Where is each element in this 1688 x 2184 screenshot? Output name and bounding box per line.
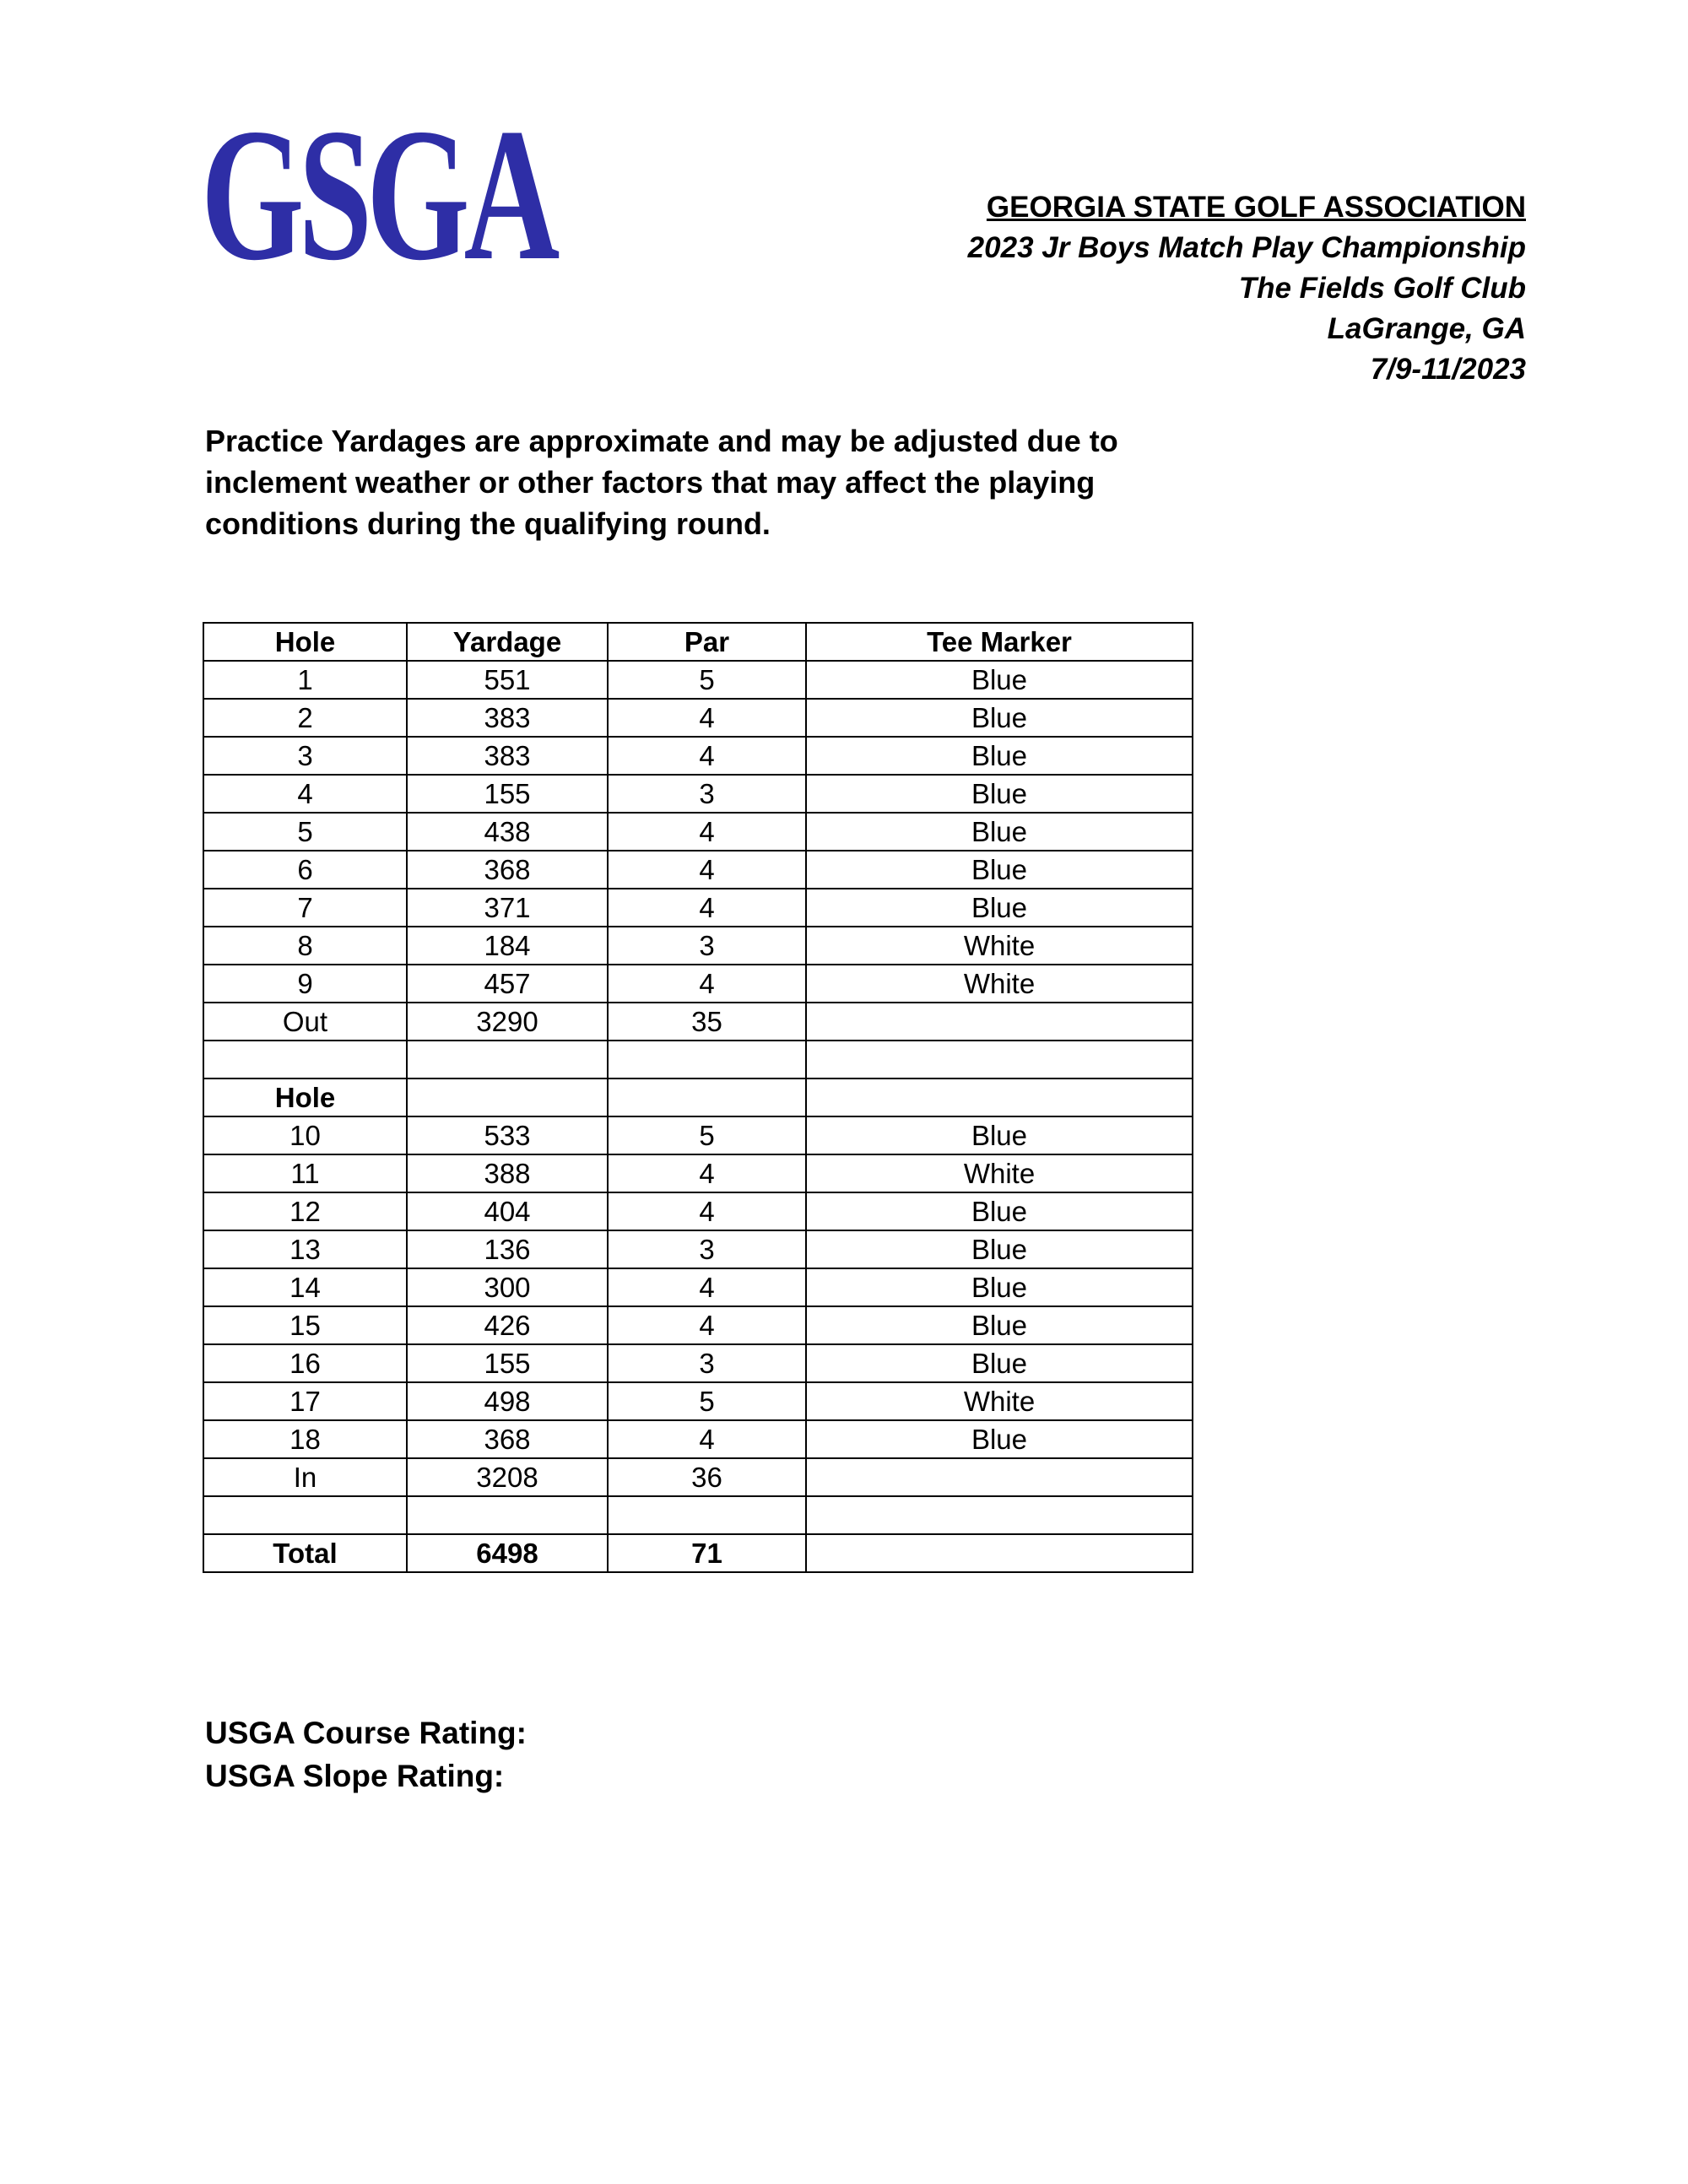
tee-marker-cell: Blue: [806, 1420, 1193, 1458]
table-row: [203, 661, 1193, 699]
tee-marker-cell: Blue: [806, 889, 1193, 927]
yardage-cell: 368: [407, 1420, 608, 1458]
par-cell: 3: [608, 775, 806, 813]
event-name: 2023 Jr Boys Match Play Championship: [967, 231, 1526, 264]
yardage-cell: 6498: [407, 1534, 608, 1572]
yardage-cell: 388: [407, 1154, 608, 1192]
par-cell: 4: [608, 1154, 806, 1192]
yardage-cell: 155: [407, 1344, 608, 1382]
yardage-cell: 457: [407, 965, 608, 1003]
hole-cell: 10: [203, 1116, 407, 1154]
tee-marker-cell: [806, 1458, 1193, 1496]
col-header-tee-marker: Tee Marker: [806, 623, 1193, 661]
par-cell: 4: [608, 1420, 806, 1458]
tee-marker-cell: Blue: [806, 661, 1193, 699]
tee-marker-cell: Blue: [806, 1192, 1193, 1230]
rating-footer: [205, 1711, 527, 1797]
col-header-hole: Hole: [203, 623, 407, 661]
tee-marker-cell: Blue: [806, 699, 1193, 737]
association-name: GEORGIA STATE GOLF ASSOCIATION: [986, 191, 1526, 224]
hole-cell: 6: [203, 851, 407, 889]
par-cell: 4: [608, 965, 806, 1003]
tee-marker-cell: Blue: [806, 1344, 1193, 1382]
hole-cell: 5: [203, 813, 407, 851]
yardage-cell: 533: [407, 1116, 608, 1154]
tee-marker-cell: [806, 1003, 1193, 1041]
par-cell: 4: [608, 889, 806, 927]
tee-marker-cell: Blue: [806, 851, 1193, 889]
table-row: [203, 965, 1193, 1003]
table-header-row: [203, 623, 1193, 661]
par-cell: 3: [608, 1344, 806, 1382]
course-rating-label: USGA Course Rating:: [205, 1716, 527, 1750]
hole-cell: 3: [203, 737, 407, 775]
yardage-cell: 3208: [407, 1458, 608, 1496]
yardage-cell: 404: [407, 1192, 608, 1230]
hole-cell: 16: [203, 1344, 407, 1382]
hole-cell: [203, 1496, 407, 1534]
hole-cell: 17: [203, 1382, 407, 1420]
tee-marker-cell: Blue: [806, 1306, 1193, 1344]
table-row: [203, 1116, 1193, 1154]
table-row: [203, 1078, 1193, 1116]
par-cell: 71: [608, 1534, 806, 1572]
hole-cell: Total: [203, 1534, 407, 1572]
hole-cell: 7: [203, 889, 407, 927]
par-cell: 5: [608, 661, 806, 699]
hole-cell: 13: [203, 1230, 407, 1268]
table-row: [203, 737, 1193, 775]
yardage-cell: 3290: [407, 1003, 608, 1041]
yardage-cell: 383: [407, 699, 608, 737]
par-cell: 3: [608, 927, 806, 965]
tee-marker-cell: Blue: [806, 1268, 1193, 1306]
yardage-cell: 498: [407, 1382, 608, 1420]
yardage-cell: 184: [407, 927, 608, 965]
table-row: [203, 1306, 1193, 1344]
venue-name: The Fields Golf Club: [1238, 272, 1526, 305]
yardage-cell: 551: [407, 661, 608, 699]
par-cell: 4: [608, 1306, 806, 1344]
par-cell: 4: [608, 699, 806, 737]
tee-marker-cell: Blue: [806, 1116, 1193, 1154]
tee-marker-cell: White: [806, 1382, 1193, 1420]
col-header-par: Par: [608, 623, 806, 661]
yardage-table-body: [203, 661, 1193, 1572]
hole-cell: Out: [203, 1003, 407, 1041]
par-cell: 35: [608, 1003, 806, 1041]
table-row: [203, 1154, 1193, 1192]
hole-cell: 8: [203, 927, 407, 965]
par-cell: 4: [608, 1268, 806, 1306]
yardage-cell: 136: [407, 1230, 608, 1268]
table-row: [203, 1534, 1193, 1572]
tee-marker-cell: Blue: [806, 775, 1193, 813]
tee-marker-cell: [806, 1041, 1193, 1078]
yardage-cell: [407, 1496, 608, 1534]
hole-cell: 14: [203, 1268, 407, 1306]
tee-marker-cell: White: [806, 1154, 1193, 1192]
table-row: [203, 1192, 1193, 1230]
table-row: [203, 775, 1193, 813]
table-row: [203, 1041, 1193, 1078]
par-cell: 4: [608, 737, 806, 775]
slope-rating-label: USGA Slope Rating:: [205, 1759, 505, 1793]
yardage-cell: 368: [407, 851, 608, 889]
table-row: [203, 889, 1193, 927]
table-row: [203, 1496, 1193, 1534]
tee-marker-cell: Blue: [806, 737, 1193, 775]
par-cell: [608, 1078, 806, 1116]
table-row: [203, 1268, 1193, 1306]
hole-cell: 12: [203, 1192, 407, 1230]
par-cell: [608, 1496, 806, 1534]
par-cell: 4: [608, 813, 806, 851]
yardage-cell: [407, 1041, 608, 1078]
yardage-cell: 155: [407, 775, 608, 813]
table-row: [203, 1003, 1193, 1041]
hole-cell: 11: [203, 1154, 407, 1192]
par-cell: 5: [608, 1116, 806, 1154]
tee-marker-cell: White: [806, 927, 1193, 965]
yardage-cell: [407, 1078, 608, 1116]
table-row: [203, 1382, 1193, 1420]
event-dates: 7/9-11/2023: [1370, 353, 1526, 386]
hole-cell: In: [203, 1458, 407, 1496]
table-row: [203, 851, 1193, 889]
practice-yardage-notice: Practice Yardages are approximate and may be adjusted due to inclement weather or other factors that may affect the playing conditions during the qualifying round.: [205, 424, 1118, 541]
tee-marker-cell: Blue: [806, 1230, 1193, 1268]
hole-cell: 9: [203, 965, 407, 1003]
hole-cell: 18: [203, 1420, 407, 1458]
yardage-cell: 426: [407, 1306, 608, 1344]
table-row: [203, 699, 1193, 737]
hole-cell: [203, 1041, 407, 1078]
event-header: [968, 187, 1526, 390]
table-row: [203, 1344, 1193, 1382]
yardage-table: [203, 622, 1193, 1573]
par-cell: 36: [608, 1458, 806, 1496]
yardage-cell: 438: [407, 813, 608, 851]
hole-cell: 15: [203, 1306, 407, 1344]
table-row: [203, 1458, 1193, 1496]
par-cell: 3: [608, 1230, 806, 1268]
yardage-cell: 383: [407, 737, 608, 775]
table-row: [203, 1230, 1193, 1268]
tee-marker-cell: [806, 1534, 1193, 1572]
tee-marker-cell: [806, 1078, 1193, 1116]
venue-location: LaGrange, GA: [1327, 312, 1526, 345]
table-row: [203, 927, 1193, 965]
yardage-cell: 300: [407, 1268, 608, 1306]
hole-cell: 4: [203, 775, 407, 813]
hole-cell: 1: [203, 661, 407, 699]
par-cell: 4: [608, 851, 806, 889]
table-row: [203, 813, 1193, 851]
par-cell: 4: [608, 1192, 806, 1230]
gsga-logo: GSGA: [201, 89, 555, 300]
table-row: [203, 1420, 1193, 1458]
tee-marker-cell: Blue: [806, 813, 1193, 851]
yardage-cell: 371: [407, 889, 608, 927]
tee-marker-cell: [806, 1496, 1193, 1534]
col-header-yardage: Yardage: [407, 623, 608, 661]
par-cell: 5: [608, 1382, 806, 1420]
hole-cell: 2: [203, 699, 407, 737]
hole-cell: Hole: [203, 1078, 407, 1116]
tee-marker-cell: White: [806, 965, 1193, 1003]
par-cell: [608, 1041, 806, 1078]
